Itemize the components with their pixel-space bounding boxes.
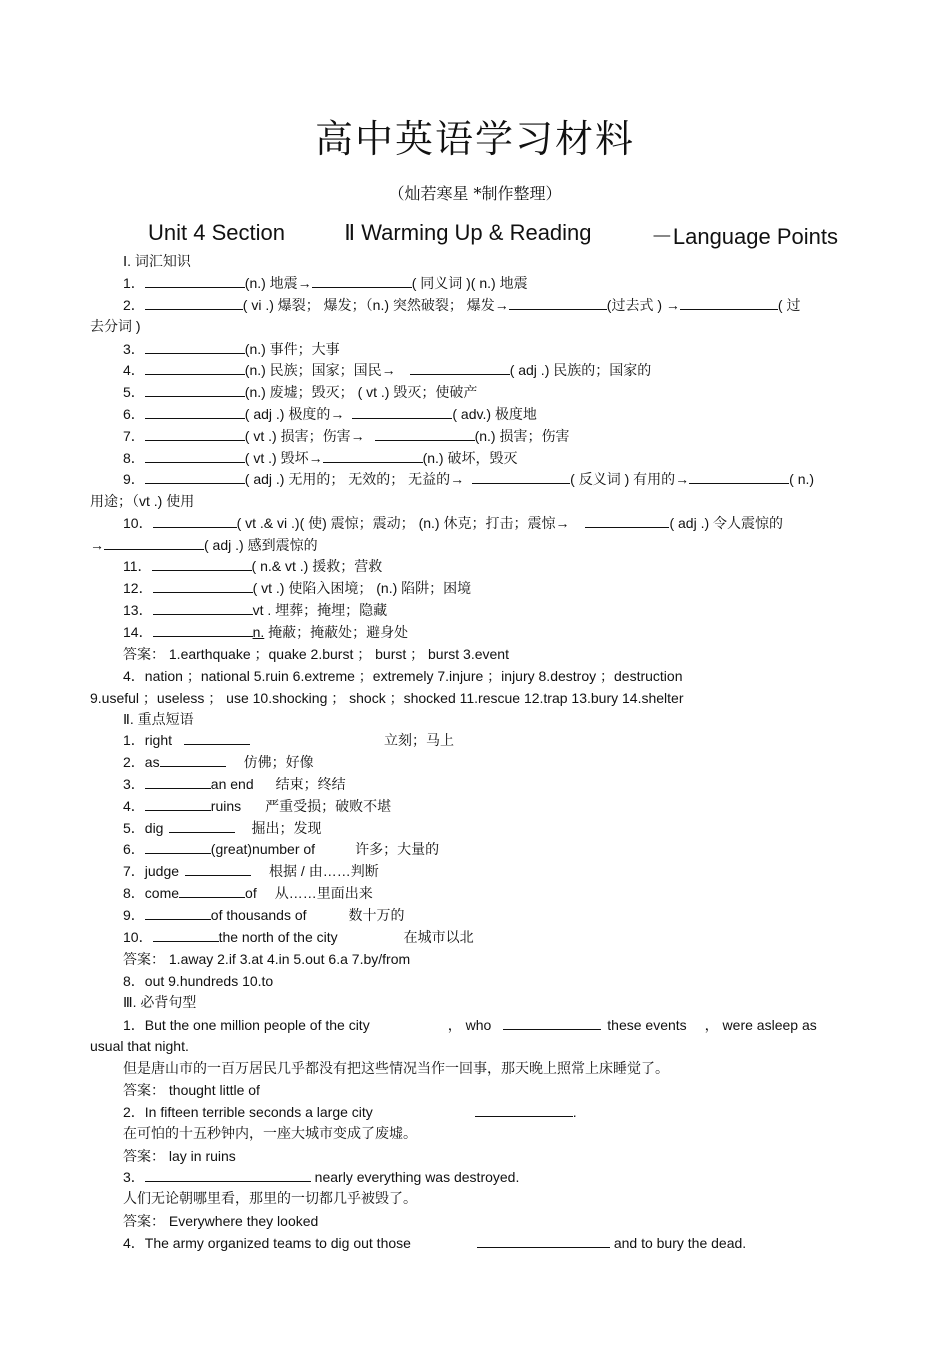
phrase-item-5: 5．dig 掘出；发现: [123, 820, 322, 836]
answer-blank[interactable]: [145, 470, 245, 484]
phrase-item-3: 3． an end 结束；终结: [123, 776, 346, 792]
sentence-1-answer: 答案： thought little of: [123, 1082, 260, 1098]
phrase-item-7: 7．judge 根据 / 由……判断: [123, 863, 379, 879]
vocab-item-4: 4． (n.) 民族；国家；国民→ ( adj .) 民族的；国家的: [123, 362, 652, 378]
vocab-item-8: 8． ( vt .) 毁坏→ (n.) 破坏，毁灭: [123, 450, 518, 466]
answer-blank[interactable]: [160, 753, 226, 767]
phrase-item-1: 1．right 立刻；马上: [123, 732, 455, 748]
answer-blank[interactable]: [145, 405, 245, 419]
answer-blank[interactable]: [145, 361, 245, 375]
section-heading-vocab: Ⅰ. 词汇知识: [123, 253, 191, 269]
answer-blank[interactable]: [145, 340, 245, 354]
answer-blank[interactable]: [323, 449, 423, 463]
unit-label: Unit 4 Section: [148, 220, 285, 245]
vocab-item-5: 5． (n.) 废墟；毁灭； ( vt .) 毁灭；使破产: [123, 384, 478, 400]
answer-blank[interactable]: [689, 470, 789, 484]
answer-blank[interactable]: [503, 1016, 601, 1030]
vocab-item-7: 7． ( vt .) 损害；伤害→ (n.) 损害；伤害: [123, 428, 570, 444]
phrase-item-9: 9． of thousands of 数十万的: [123, 907, 405, 923]
answer-blank[interactable]: [475, 1103, 573, 1117]
phrase-item-8: 8．come of 从……里面出来: [123, 885, 373, 901]
answer-blank[interactable]: [153, 928, 219, 942]
answer-blank[interactable]: [153, 601, 253, 615]
section-heading-sentences: Ⅲ. 必背句型: [123, 994, 197, 1010]
answer-blank[interactable]: [145, 383, 245, 397]
vocab-item-10: 10． ( vt .& vi .)( 使) 震惊；震动； (n.) 休克；打击；震惊→ ( adj .) 令人震惊的: [123, 515, 784, 531]
vocab-item-2: 2． ( vi .) 爆裂； 爆发；（n.) 突然破裂； 爆发→ (过去式 ) → ( 过: [123, 297, 801, 313]
sentence-item-2: 2．In fifteen terrible seconds a large city .: [123, 1104, 577, 1120]
sentence-3-answer: 答案： Everywhere they looked: [123, 1213, 319, 1229]
sentence-2-translation: 在可怕的十五秒钟内，一座大城市变成了废墟。: [123, 1125, 417, 1141]
sentence-3-translation: 人们无论朝哪里看，那里的一切都几乎被毁了。: [123, 1190, 417, 1206]
vocab-item-10-cont: → ( adj .) 感到震惊的: [90, 537, 318, 553]
answer-blank[interactable]: [145, 1168, 311, 1182]
unit-heading: [148, 220, 838, 251]
answer-blank[interactable]: [312, 274, 412, 288]
answer-blank[interactable]: [472, 470, 570, 484]
answer-blank[interactable]: [153, 623, 253, 637]
section-label: Ⅱ Warming Up & Reading: [344, 220, 592, 245]
vocab-item-12: 12． ( vt .) 使陷入困境； (n.) 陷阱；困境: [123, 580, 472, 596]
answer-blank[interactable]: [145, 427, 245, 441]
answer-blank[interactable]: [179, 884, 245, 898]
answer-blank[interactable]: [375, 427, 475, 441]
vocab-answers-2: 4．nation ；national 5.ruin 6.extreme ；extremely 7.injure ；injury 8.destroy ；destruction: [123, 668, 683, 684]
answer-blank[interactable]: [509, 296, 607, 310]
vocab-item-3: 3． (n.) 事件；大事: [123, 341, 340, 357]
answer-blank[interactable]: [169, 819, 235, 833]
sentence-item-4: 4．The army organized teams to dig out those and to bury the dead.: [123, 1235, 747, 1251]
answer-blank[interactable]: [145, 906, 211, 920]
vocab-item-2-cont: 去分词 ): [90, 318, 141, 334]
doc-subtitle: （灿若寒星 *制作整理）: [388, 184, 562, 203]
answer-blank[interactable]: [153, 514, 237, 528]
answer-blank[interactable]: [152, 557, 252, 571]
vocab-item-14: 14． n. 掩蔽；掩蔽处；避身处: [123, 624, 409, 640]
sentence-item-1-cont: usual that night.: [90, 1038, 189, 1054]
vocab-item-9-cont: 用途；（vt .) 使用: [90, 493, 195, 509]
answer-blank[interactable]: [477, 1234, 610, 1248]
vocab-item-9: 9． ( adj .) 无用的； 无效的； 无益的→ ( 反义词 ) 有用的→ ( n.): [123, 471, 815, 487]
answer-blank[interactable]: [184, 731, 250, 745]
answer-blank[interactable]: [185, 862, 251, 876]
answer-blank[interactable]: [145, 449, 245, 463]
sentence-1-translation: 但是唐山市的一百万居民几乎都没有把这些情况当作一回事，那天晚上照常上床睡觉了。: [123, 1060, 669, 1076]
topic-label: －Language Points: [650, 224, 838, 249]
phrase-answers-2: 8．out 9.hundreds 10.to: [123, 973, 274, 989]
sentence-item-3: 3． nearly everything was destroyed.: [123, 1169, 520, 1185]
vocab-answers-1: 答案： 1.earthquake ；quake 2.burst ； burst ； burst 3.event: [123, 646, 509, 662]
phrase-item-4: 4． ruins 严重受损；破败不堪: [123, 798, 392, 814]
answer-blank[interactable]: [104, 536, 204, 550]
answer-blank[interactable]: [153, 579, 253, 593]
answer-blank[interactable]: [145, 775, 211, 789]
sentence-2-answer: 答案： lay in ruins: [123, 1148, 236, 1164]
vocab-item-13: 13． vt . 埋葬；掩埋；隐藏: [123, 602, 388, 618]
phrase-answers-1: 答案： 1.away 2.if 3.at 4.in 5.out 6.a 7.by/from: [123, 951, 411, 967]
phrase-item-6: 6． (great)number of 许多；大量的: [123, 841, 440, 857]
answer-blank[interactable]: [585, 514, 669, 528]
sentence-item-1: 1．But the one million people of the city ， who these events ， were asleep as: [123, 1017, 817, 1033]
vocab-item-6: 6． ( adj .) 极度的→ ( adv.) 极度地: [123, 406, 537, 422]
vocab-answers-3: 9.useful ；useless ； use 10.shocking ； shock ；shocked 11.rescue 12.trap 13.bury 14.shelter: [90, 690, 684, 706]
phrase-item-10: 10． the north of the city 在城市以北: [123, 929, 474, 945]
answer-blank[interactable]: [352, 405, 452, 419]
vocab-item-11: 11． ( n.& vt .) 援救；营救: [123, 558, 383, 574]
doc-title: 高中英语学习材料: [314, 117, 635, 161]
answer-blank[interactable]: [410, 361, 510, 375]
vocab-item-1: 1． (n.) 地震→ ( 同义词 )( n.) 地震: [123, 275, 528, 291]
answer-blank[interactable]: [680, 296, 778, 310]
answer-blank[interactable]: [145, 797, 211, 811]
answer-blank[interactable]: [145, 274, 245, 288]
phrase-item-2: 2．as 仿佛；好像: [123, 754, 314, 770]
answer-blank[interactable]: [145, 840, 211, 854]
section-heading-phrases: Ⅱ. 重点短语: [123, 711, 194, 727]
answer-blank[interactable]: [145, 296, 243, 310]
